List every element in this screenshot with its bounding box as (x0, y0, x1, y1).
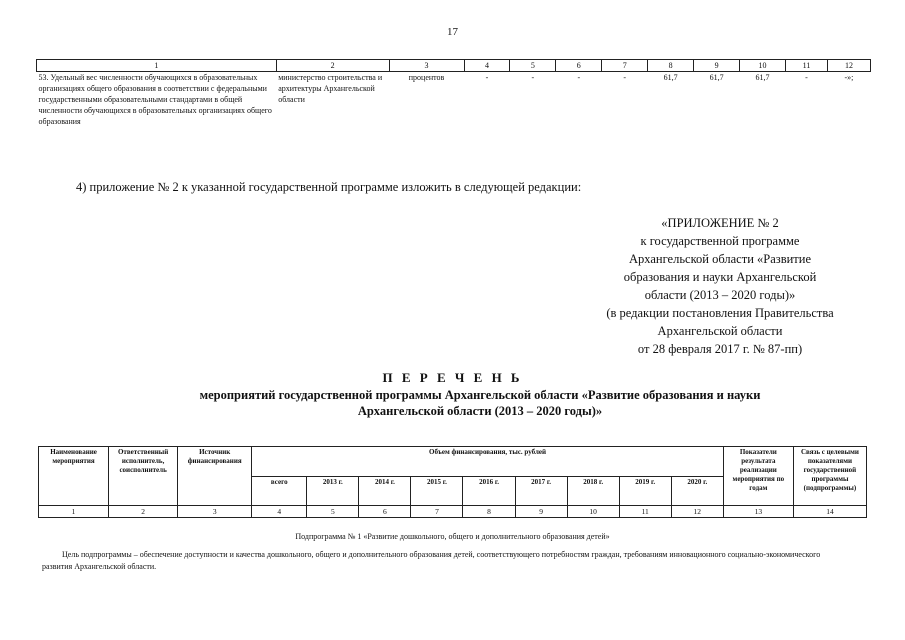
col-number: 5 (307, 506, 359, 518)
appendix-line: Архангельской области «Развитие (629, 252, 811, 266)
col-number: 4 (464, 60, 510, 72)
value-cell: -»; (844, 73, 854, 82)
top-table (36, 59, 871, 127)
value-cell: - (805, 73, 808, 82)
executor: министерство строительства и архитектуры Архангельской области (278, 73, 383, 104)
value-cell: 61,7 (709, 73, 724, 82)
col-number: 5 (510, 60, 556, 72)
perechen-subtitle-line: мероприятий государственной программы Архангельской области «Развитие образования и науки (199, 388, 761, 402)
col-number: 12 (827, 60, 870, 72)
col-number: 11 (619, 506, 671, 518)
col-number: 6 (359, 506, 411, 518)
value-cell: 61,7 (663, 73, 678, 82)
col-number: 3 (178, 506, 252, 518)
col-number: 11 (786, 60, 828, 72)
header-executor: Ответственный исполнитель, соисполнитель (109, 447, 178, 506)
subprogram-title: Подпрограмма № 1 «Развитие дошкольного, общего и дополнительного образования детей» (295, 532, 610, 541)
col-number: 8 (463, 506, 515, 518)
col-number: 9 (694, 60, 740, 72)
perechen-subtitle (100, 387, 860, 419)
unit: процентов (408, 73, 445, 82)
col-number: 2 (276, 60, 389, 72)
header-name: Наименование мероприятия (39, 447, 109, 506)
col-number: 10 (567, 506, 619, 518)
appendix-line: образования и науки Архангельской (623, 270, 817, 284)
header-year: 2013 г. (307, 476, 359, 506)
value-cell: - (531, 73, 535, 82)
col-number: 2 (109, 506, 178, 518)
perechen-title: П Е Р Е Ч Е Н Ь (382, 370, 523, 385)
col-number: 7 (602, 60, 648, 72)
value-cell: - (623, 73, 627, 82)
value-cell: - (577, 73, 581, 82)
perechen-subtitle-line: Архангельской области (2013 – 2020 годы)» (357, 404, 603, 418)
indicator-name: 53. Удельный вес численности обучающихся в образовательных организациях общего образования в соответствии с федеральными государственными образовательными стандартами в общей численности обучающихся в образовательных организациях общего образования (38, 73, 272, 126)
header-link: Связь с целевыми показателями государственной программы (подпрограммы) (793, 447, 866, 506)
col-number: 1 (37, 60, 277, 72)
value-cell: - (485, 73, 489, 82)
appendix-line: области (2013 – 2020 годы)» (644, 288, 796, 302)
col-number: 12 (671, 506, 723, 518)
header-year: 2016 г. (463, 476, 515, 506)
header-year: 2017 г. (515, 476, 567, 506)
goal-text: Цель подпрограммы – обеспечение доступности и качества дошкольного, общего и дополнительного образования детей, соответствующего потребностям граждан, требованиям инновационного социально-экономического развития Архангельской области. (42, 550, 821, 571)
subprogram-goal (42, 549, 842, 573)
header-year: 2019 г. (619, 476, 671, 506)
header-total: всего (252, 476, 307, 506)
appendix-title: «ПРИЛОЖЕНИЕ № 2 (661, 216, 779, 230)
header-year: 2020 г. (671, 476, 723, 506)
col-number: 9 (515, 506, 567, 518)
col-number: 8 (648, 60, 694, 72)
header-volume: Объем финансирования, тыс. рублей (252, 447, 724, 477)
col-number: 6 (556, 60, 602, 72)
header-year: 2018 г. (567, 476, 619, 506)
header-indicators: Показатели результата реализации мероприятия по годам (723, 447, 793, 506)
col-number: 3 (389, 60, 464, 72)
header-row (39, 447, 867, 477)
item-4-text: 4) приложение № 2 к указанной государственной программе изложить в следующей редакции: (76, 180, 582, 194)
col-number: 14 (793, 506, 866, 518)
appendix-line: к государственной программе (640, 234, 800, 248)
col-number: 1 (39, 506, 109, 518)
appendix-line: от 28 февраля 2017 г. № 87-пп) (637, 342, 803, 356)
header-year: 2015 г. (411, 476, 463, 506)
appendix-line: (в редакции постановления Правительства (606, 306, 834, 320)
col-number: 13 (723, 506, 793, 518)
page-number: 17 (447, 26, 458, 38)
top-table-header-row (37, 60, 871, 72)
value-cell: 61,7 (755, 73, 770, 82)
measures-table (38, 446, 867, 518)
col-numbers-row (39, 506, 867, 518)
header-source: Источник финансирования (178, 447, 252, 506)
col-number: 4 (252, 506, 307, 518)
table-row (37, 72, 871, 128)
col-number: 10 (740, 60, 786, 72)
appendix-header (560, 214, 880, 358)
col-number: 7 (411, 506, 463, 518)
header-year: 2014 г. (359, 476, 411, 506)
appendix-line: Архангельской области (657, 324, 783, 338)
